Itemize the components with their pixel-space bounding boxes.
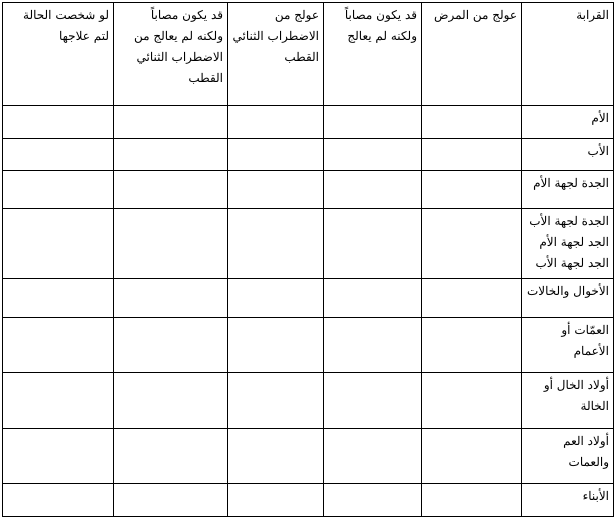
answer-cell[interactable] — [324, 106, 422, 139]
answer-cell[interactable] — [3, 372, 114, 428]
relation-label-cell — [522, 372, 614, 428]
column-header-treated-bipolar — [228, 3, 324, 106]
answer-cell[interactable] — [228, 278, 324, 317]
answer-cell[interactable] — [422, 372, 522, 428]
table-row — [3, 209, 614, 279]
answer-cell[interactable] — [422, 429, 522, 484]
answer-cell[interactable] — [3, 171, 114, 209]
cell-text-line: الخالة — [580, 398, 609, 413]
relation-label-cell — [522, 106, 614, 139]
answer-cell[interactable] — [114, 429, 228, 484]
answer-cell[interactable] — [114, 209, 228, 279]
table-body — [3, 106, 614, 517]
answer-cell[interactable] — [228, 138, 324, 171]
cell-text-line: والعمات — [568, 455, 609, 470]
column-header-relation — [522, 3, 614, 106]
cell-text-line: ولكنه لم يعالج من — [134, 29, 223, 43]
answer-cell[interactable] — [324, 171, 422, 209]
cell-text-line: ولكنه لم يعالج — [347, 29, 417, 43]
answer-cell[interactable] — [422, 484, 522, 517]
cell-text-line: الجدة لجهة الأب — [529, 214, 609, 229]
cell-text-line: الاضطراب الثنائي — [136, 50, 223, 64]
answer-cell[interactable] — [228, 209, 324, 279]
answer-cell[interactable] — [114, 106, 228, 139]
relation-label-cell — [522, 209, 614, 279]
cell-text-line: الجدة لجهة الأم — [533, 176, 609, 191]
header-row — [3, 3, 614, 106]
answer-cell[interactable] — [228, 317, 324, 372]
answer-cell[interactable] — [114, 278, 228, 317]
table-row — [3, 171, 614, 209]
cell-text-line: أولاد العم — [563, 434, 609, 449]
answer-cell[interactable] — [228, 429, 324, 484]
answer-cell[interactable] — [114, 372, 228, 428]
cell-text-line: القرابة — [576, 8, 609, 22]
cell-text-line: قد يكون مصاباً — [344, 8, 417, 22]
answer-cell[interactable] — [422, 278, 522, 317]
table-row — [3, 317, 614, 372]
column-header-maybe-untreated — [324, 3, 422, 106]
cell-text-line: الأخوال والخالات — [527, 283, 609, 298]
table-row — [3, 278, 614, 317]
relation-label-cell — [522, 484, 614, 517]
column-header-maybe-untreated-bipolar — [114, 3, 228, 106]
answer-cell[interactable] — [3, 317, 114, 372]
answer-cell[interactable] — [324, 278, 422, 317]
cell-text-line: الجد لجهة الأب — [535, 256, 609, 271]
answer-cell[interactable] — [228, 106, 324, 139]
answer-cell[interactable] — [228, 171, 324, 209]
column-header-treated — [422, 3, 522, 106]
cell-text-line: الجد لجهة الأم — [539, 235, 609, 250]
answer-cell[interactable] — [422, 106, 522, 139]
answer-cell[interactable] — [422, 171, 522, 209]
answer-cell[interactable] — [3, 484, 114, 517]
cell-text-line: العمّات أو — [561, 322, 609, 337]
cell-text-line: الأم — [591, 111, 609, 125]
answer-cell[interactable] — [228, 484, 324, 517]
answer-cell[interactable] — [324, 372, 422, 428]
answer-cell[interactable] — [3, 429, 114, 484]
cell-text-line: عولج من المرض — [433, 8, 517, 22]
relation-label-cell — [522, 317, 614, 372]
answer-cell[interactable] — [3, 278, 114, 317]
answer-cell[interactable] — [422, 209, 522, 279]
answer-cell[interactable] — [324, 484, 422, 517]
answer-cell[interactable] — [3, 106, 114, 139]
answer-cell[interactable] — [3, 209, 114, 279]
relation-label-cell — [522, 278, 614, 317]
column-header-untreated-if-diagnosed — [3, 3, 114, 106]
answer-cell[interactable] — [228, 372, 324, 428]
answer-cell[interactable] — [324, 429, 422, 484]
answer-cell[interactable] — [422, 317, 522, 372]
answer-cell[interactable] — [422, 138, 522, 171]
table-row — [3, 372, 614, 428]
table-row — [3, 484, 614, 517]
cell-text-line: الاضطراب الثنائي — [232, 29, 319, 43]
answer-cell[interactable] — [114, 317, 228, 372]
cell-text-line: الأعمام — [573, 343, 609, 358]
cell-text-line: القطب — [284, 50, 319, 64]
answer-cell[interactable] — [324, 138, 422, 171]
cell-text-line: الأبناء — [582, 489, 609, 504]
cell-text-line: أولاد الخال أو — [543, 377, 609, 392]
relation-label-cell — [522, 138, 614, 171]
relation-label-cell — [522, 429, 614, 484]
table-row — [3, 429, 614, 484]
cell-text-line: الأب — [587, 143, 609, 158]
table-row — [3, 138, 614, 171]
answer-cell[interactable] — [114, 138, 228, 171]
family-history-table — [2, 2, 614, 517]
answer-cell[interactable] — [114, 171, 228, 209]
cell-text-line: لو شخصت الحالة — [23, 8, 109, 22]
answer-cell[interactable] — [324, 209, 422, 279]
cell-text-line: القطب — [188, 71, 223, 85]
answer-cell[interactable] — [3, 138, 114, 171]
table-row — [3, 106, 614, 139]
cell-text-line: قد يكون مصاباً — [150, 8, 223, 22]
cell-text-line: عولج من — [274, 8, 319, 22]
cell-text-line: لتم علاجها — [58, 29, 109, 43]
answer-cell[interactable] — [324, 317, 422, 372]
relation-label-cell — [522, 171, 614, 209]
answer-cell[interactable] — [114, 484, 228, 517]
